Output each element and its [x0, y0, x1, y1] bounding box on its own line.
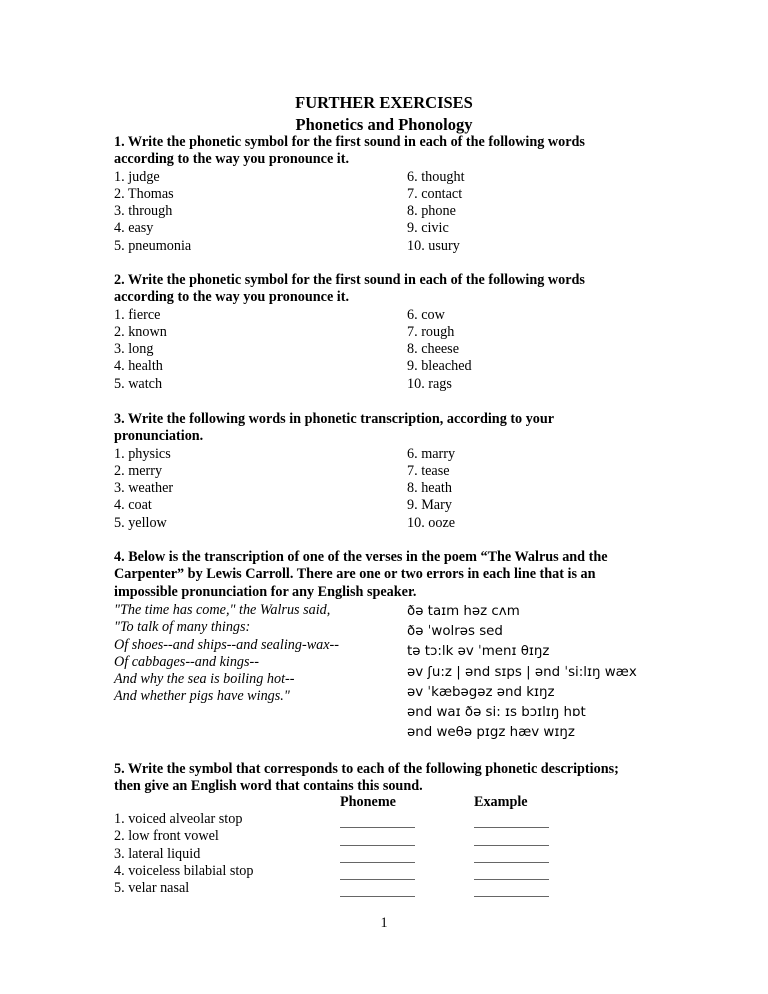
poem-line: Of shoes--and ships--and sealing-wax-- — [114, 636, 339, 653]
list-item: 2. known — [114, 323, 167, 340]
exercise-2-question-line-1: 2. Write the phonetic symbol for the first sound in each of the following words — [114, 272, 585, 288]
answer-blank[interactable] — [474, 863, 549, 880]
list-item: 4. health — [114, 358, 163, 375]
transcription-line: əv ˈkæbəgəz ənd kɪŋz — [407, 684, 555, 700]
exercise-5 — [114, 761, 674, 796]
list-item: 1. judge — [114, 168, 160, 185]
poem-line: "To talk of many things: — [114, 619, 251, 636]
list-item: 4. easy — [114, 220, 154, 237]
page-subtitle: Phonetics and Phonology — [295, 115, 473, 134]
exercise-5-question-line-1: 5. Write the symbol that corresponds to each of the following phonetic descriptions; — [114, 761, 619, 777]
description-item: 2. low front vowel — [114, 828, 219, 845]
list-item: 9. civic — [407, 220, 449, 237]
list-item: 6. marry — [407, 445, 456, 462]
exercise-4-question-line-3: impossible pronunciation for any English speaker. — [114, 583, 417, 600]
list-item: 9. Mary — [407, 497, 452, 514]
phonetic-transcription — [407, 602, 637, 743]
answer-blank[interactable] — [474, 811, 549, 828]
poem-line: And why the sea is boiling hot-- — [114, 671, 295, 688]
example-answer-blanks — [474, 811, 549, 897]
exercise-5-question-line-2: then give an English word that contains this sound. — [114, 778, 423, 795]
list-item: 7. tease — [407, 462, 450, 479]
list-item: 6. thought — [407, 168, 465, 185]
answer-blank[interactable] — [340, 811, 415, 828]
list-item: 3. through — [114, 203, 173, 220]
list-item: 10. usury — [407, 237, 460, 254]
list-item: 8. phone — [407, 203, 456, 220]
poem-line: Of cabbages--and kings-- — [114, 653, 259, 670]
answer-blank[interactable] — [474, 828, 549, 845]
description-item: 4. voiceless bilabial stop — [114, 862, 254, 879]
phonetic-descriptions — [114, 811, 254, 897]
phoneme-answer-blanks — [340, 811, 415, 897]
exercise-3-question-line-2: pronunciation. — [114, 428, 204, 445]
list-item: 6. cow — [407, 306, 445, 323]
page-title: FURTHER EXERCISES — [295, 93, 473, 112]
exercise-4 — [114, 549, 654, 601]
list-item: 3. long — [114, 341, 154, 358]
answer-blank[interactable] — [340, 880, 415, 897]
list-item: 8. heath — [407, 480, 452, 497]
answer-blank[interactable] — [340, 846, 415, 863]
list-item: 7. contact — [407, 185, 463, 202]
description-item: 5. velar nasal — [114, 880, 190, 897]
exercise-3-question-line-1: 3. Write the following words in phonetic transcription, according to your — [114, 411, 555, 427]
example-column-header: Example — [474, 794, 528, 810]
list-item: 5. yellow — [114, 514, 167, 531]
poem-verse — [114, 602, 339, 706]
transcription-line: əv ʃu:z | ənd sɪps | ənd ˈsi:lɪŋ wæx — [407, 664, 637, 680]
answer-blank[interactable] — [340, 863, 415, 880]
phoneme-column-header: Phoneme — [340, 794, 396, 810]
exercise-1-question-line-1: 1. Write the phonetic symbol for the first sound in each of the following words — [114, 134, 585, 150]
transcription-line: ənd weθə pɪgz hæv wɪŋz — [407, 725, 575, 741]
exercise-2 — [114, 272, 674, 393]
list-item: 1. physics — [114, 445, 171, 462]
exercise-4-question-line-2: Carpenter” by Lewis Carroll. There are one or two errors in each line that is an — [114, 566, 596, 583]
list-item: 7. rough — [407, 323, 455, 340]
list-item: 9. bleached — [407, 358, 472, 375]
description-item: 1. voiced alveolar stop — [114, 811, 243, 827]
answer-blank[interactable] — [474, 880, 549, 897]
list-item: 8. cheese — [407, 341, 459, 358]
list-item: 10. rags — [407, 375, 452, 392]
transcription-line: ðə ˈwolrəs sed — [407, 624, 503, 640]
page-number: 1 — [380, 915, 388, 931]
list-item: 5. pneumonia — [114, 237, 192, 254]
poem-line: "The time has come," the Walrus said, — [114, 602, 331, 618]
list-item: 3. weather — [114, 480, 174, 497]
list-item: 2. merry — [114, 462, 163, 479]
list-item: 10. ooze — [407, 514, 456, 531]
exercise-3 — [114, 411, 674, 532]
exercise-1 — [114, 134, 674, 255]
poem-line: And whether pigs have wings." — [114, 688, 290, 705]
exercise-4-question-line-1: 4. Below is the transcription of one of the verses in the poem “The Walrus and the — [114, 549, 608, 565]
list-item: 2. Thomas — [114, 185, 174, 202]
transcription-line: ənd waɪ ðə si: ɪs bɔɪlɪŋ hɒt — [407, 705, 586, 721]
transcription-line: ðə taɪm həz cʌm — [407, 604, 520, 619]
description-item: 3. lateral liquid — [114, 845, 201, 862]
exercise-2-question-line-2: according to the way you pronounce it. — [114, 289, 350, 306]
transcription-line: tə tɔ:lk əv ˈmenɪ θɪŋz — [407, 644, 550, 660]
answer-blank[interactable] — [474, 846, 549, 863]
exercise-1-question-line-2: according to the way you pronounce it. — [114, 151, 350, 168]
list-item: 4. coat — [114, 497, 152, 514]
answer-blank[interactable] — [340, 828, 415, 845]
list-item: 1. fierce — [114, 306, 161, 323]
list-item: 5. watch — [114, 375, 163, 392]
